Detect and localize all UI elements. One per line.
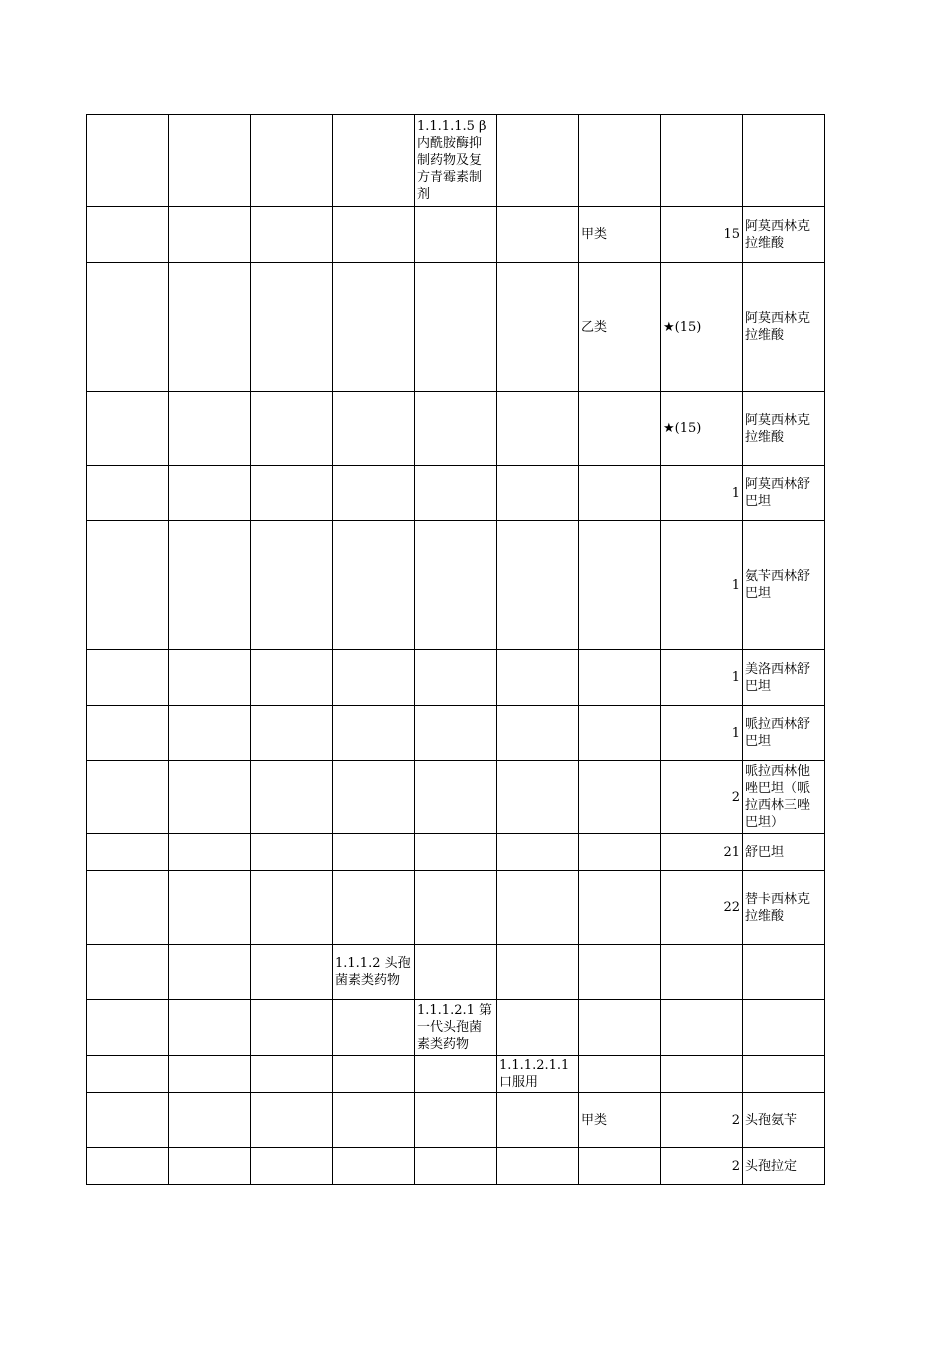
cell-empty — [251, 115, 333, 207]
cell-cat4 — [333, 650, 415, 706]
cell-grade — [579, 945, 661, 1000]
cell-empty — [251, 945, 333, 1000]
cell-empty — [169, 263, 251, 392]
cell-cat5 — [415, 706, 497, 761]
cell-cat6 — [497, 761, 579, 834]
cell-empty — [169, 834, 251, 871]
cell-num: 1 — [661, 466, 743, 521]
cell-empty — [87, 1000, 169, 1056]
cell-name: 头孢拉定 — [743, 1148, 825, 1185]
cell-name — [743, 945, 825, 1000]
cell-name: 美洛西林舒巴坦 — [743, 650, 825, 706]
table-row — [87, 871, 825, 945]
cell-empty — [87, 945, 169, 1000]
cell-empty — [251, 207, 333, 263]
cell-cat5 — [415, 834, 497, 871]
cell-cat6 — [497, 392, 579, 466]
cell-empty — [87, 1148, 169, 1185]
cell-num: 1 — [661, 650, 743, 706]
cell-num: 21 — [661, 834, 743, 871]
cell-name: 替卡西林克拉维酸 — [743, 871, 825, 945]
cell-num: 2 — [661, 761, 743, 834]
cell-cat4 — [333, 1000, 415, 1056]
table-row — [87, 521, 825, 650]
cell-cat6 — [497, 466, 579, 521]
cell-empty — [87, 706, 169, 761]
cell-num — [661, 1000, 743, 1056]
cell-cat4 — [333, 466, 415, 521]
cell-cat4 — [333, 263, 415, 392]
cell-grade — [579, 761, 661, 834]
cell-grade — [579, 834, 661, 871]
table-row — [87, 1148, 825, 1185]
cell-empty — [169, 761, 251, 834]
cell-name — [743, 115, 825, 207]
cell-cat5 — [415, 207, 497, 263]
cell-empty — [87, 392, 169, 466]
cell-empty — [87, 834, 169, 871]
cell-empty — [87, 761, 169, 834]
cell-name: 阿莫西林克拉维酸 — [743, 207, 825, 263]
cell-cat4 — [333, 1148, 415, 1185]
cell-num: ★(15) — [661, 263, 743, 392]
cell-empty — [87, 115, 169, 207]
cell-cat5 — [415, 871, 497, 945]
cell-cat4 — [333, 115, 415, 207]
cell-empty — [169, 466, 251, 521]
table-row — [87, 945, 825, 1000]
cell-cat4 — [333, 521, 415, 650]
cell-cat6 — [497, 706, 579, 761]
cell-cat4 — [333, 207, 415, 263]
cell-num: 2 — [661, 1148, 743, 1185]
table-body — [87, 115, 825, 1185]
cell-grade: 乙类 — [579, 263, 661, 392]
cell-empty — [169, 706, 251, 761]
cell-name: 舒巴坦 — [743, 834, 825, 871]
table-row — [87, 466, 825, 521]
cell-cat4 — [333, 392, 415, 466]
cell-name: 阿莫西林克拉维酸 — [743, 392, 825, 466]
cell-empty — [87, 1093, 169, 1148]
table-row — [87, 1056, 825, 1093]
cell-grade — [579, 521, 661, 650]
cell-grade — [579, 1148, 661, 1185]
table-row — [87, 650, 825, 706]
cell-grade — [579, 1056, 661, 1093]
cell-empty — [87, 466, 169, 521]
cell-num: 2 — [661, 1093, 743, 1148]
cell-cat6 — [497, 263, 579, 392]
cell-empty — [87, 521, 169, 650]
cell-cat4 — [333, 761, 415, 834]
cell-name: 哌拉西林他唑巴坦（哌拉西林三唑巴坦） — [743, 761, 825, 834]
cell-empty — [251, 1148, 333, 1185]
cell-num — [661, 115, 743, 207]
cell-empty — [169, 115, 251, 207]
table-row — [87, 207, 825, 263]
cell-cat5 — [415, 1093, 497, 1148]
cell-empty — [169, 1000, 251, 1056]
cell-cat5 — [415, 1056, 497, 1093]
cell-cat5 — [415, 650, 497, 706]
table-row — [87, 392, 825, 466]
cell-cat6 — [497, 834, 579, 871]
cell-empty — [251, 1000, 333, 1056]
cell-grade — [579, 392, 661, 466]
cell-cat4 — [333, 706, 415, 761]
cell-cat6 — [497, 115, 579, 207]
cell-empty — [169, 650, 251, 706]
cell-empty — [251, 1093, 333, 1148]
drug-catalog-table — [86, 114, 825, 1185]
cell-empty — [169, 945, 251, 1000]
cell-empty — [169, 871, 251, 945]
cell-cat4 — [333, 834, 415, 871]
table-row — [87, 1093, 825, 1148]
cell-grade — [579, 1000, 661, 1056]
cell-empty — [87, 650, 169, 706]
cell-num — [661, 1056, 743, 1093]
cell-grade — [579, 466, 661, 521]
cell-empty — [169, 207, 251, 263]
cell-empty — [251, 1056, 333, 1093]
cell-name: 哌拉西林舒巴坦 — [743, 706, 825, 761]
table-row — [87, 115, 825, 207]
cell-empty — [169, 1148, 251, 1185]
cell-grade — [579, 650, 661, 706]
cell-cat6: 1.1.1.2.1.1 口服用 — [497, 1056, 579, 1093]
cell-name: 阿莫西林克拉维酸 — [743, 263, 825, 392]
cell-empty — [87, 1056, 169, 1093]
cell-empty — [251, 466, 333, 521]
cell-num: ★(15) — [661, 392, 743, 466]
cell-cat5 — [415, 392, 497, 466]
table-row — [87, 761, 825, 834]
cell-empty — [169, 1056, 251, 1093]
cell-empty — [169, 1093, 251, 1148]
cell-cat4 — [333, 871, 415, 945]
cell-cat6 — [497, 1093, 579, 1148]
cell-num: 22 — [661, 871, 743, 945]
cell-empty — [251, 392, 333, 466]
cell-num: 1 — [661, 521, 743, 650]
cell-empty — [169, 392, 251, 466]
cell-cat6 — [497, 521, 579, 650]
cell-grade: 甲类 — [579, 1093, 661, 1148]
cell-name: 氨苄西林舒巴坦 — [743, 521, 825, 650]
cell-cat6 — [497, 1000, 579, 1056]
cell-num: 15 — [661, 207, 743, 263]
cell-grade — [579, 115, 661, 207]
cell-cat5 — [415, 945, 497, 1000]
table-row — [87, 263, 825, 392]
cell-cat5 — [415, 761, 497, 834]
cell-cat5 — [415, 263, 497, 392]
cell-grade — [579, 706, 661, 761]
cell-cat5 — [415, 521, 497, 650]
cell-num: 1 — [661, 706, 743, 761]
cell-empty — [169, 521, 251, 650]
cell-cat4 — [333, 1093, 415, 1148]
table-row — [87, 706, 825, 761]
cell-empty — [87, 207, 169, 263]
cell-cat5 — [415, 1148, 497, 1185]
table-row — [87, 1000, 825, 1056]
cell-cat6 — [497, 207, 579, 263]
cell-empty — [251, 263, 333, 392]
cell-name: 阿莫西林舒巴坦 — [743, 466, 825, 521]
cell-empty — [251, 834, 333, 871]
cell-cat4 — [333, 1056, 415, 1093]
cell-cat5: 1.1.1.2.1 第一代头孢菌素类药物 — [415, 1000, 497, 1056]
cell-empty — [251, 521, 333, 650]
cell-empty — [251, 650, 333, 706]
cell-cat5: 1.1.1.1.5 β 内酰胺酶抑制药物及复方青霉素制剂 — [415, 115, 497, 207]
cell-cat6 — [497, 945, 579, 1000]
cell-empty — [87, 263, 169, 392]
table-row — [87, 834, 825, 871]
cell-cat5 — [415, 466, 497, 521]
cell-cat6 — [497, 650, 579, 706]
cell-cat6 — [497, 1148, 579, 1185]
cell-cat4: 1.1.1.2 头孢菌素类药物 — [333, 945, 415, 1000]
cell-empty — [251, 871, 333, 945]
cell-empty — [87, 871, 169, 945]
cell-grade — [579, 871, 661, 945]
cell-name — [743, 1000, 825, 1056]
cell-name: 头孢氨苄 — [743, 1093, 825, 1148]
cell-grade: 甲类 — [579, 207, 661, 263]
cell-empty — [251, 706, 333, 761]
cell-name — [743, 1056, 825, 1093]
cell-cat6 — [497, 871, 579, 945]
cell-empty — [251, 761, 333, 834]
cell-num — [661, 945, 743, 1000]
